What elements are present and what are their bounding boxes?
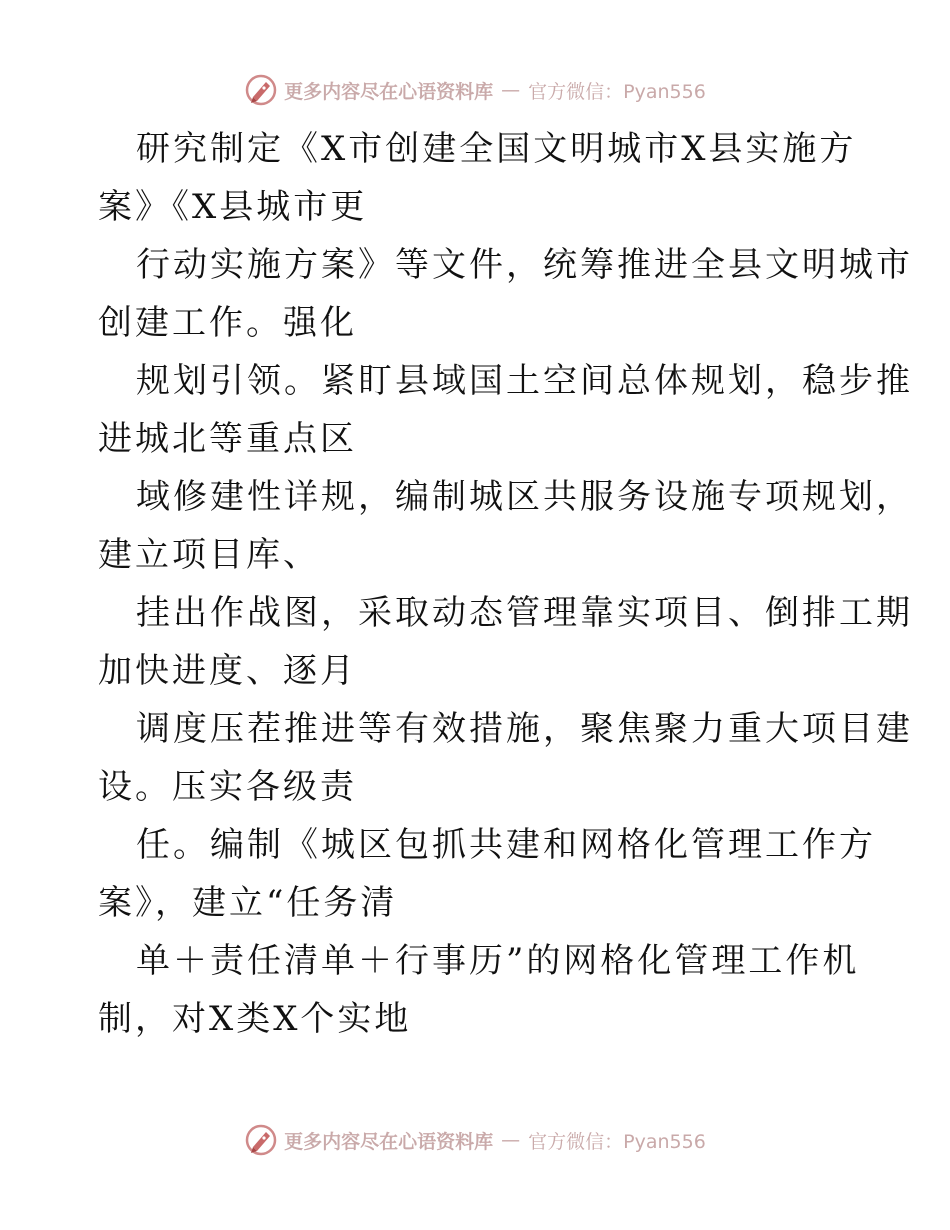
header-wechat-text: 官方微信：Pyan556 xyxy=(528,80,706,103)
paragraph-line: 规划引领。紧盯县域国土空间总体规划，稳步推 xyxy=(136,361,913,401)
footer-banner-separator: — xyxy=(501,1129,521,1151)
paragraph-line: 创建工作。强化 xyxy=(98,303,357,343)
footer-banner-text: 更多内容尽在心语资料库 xyxy=(284,1130,494,1153)
pen-nib-logo-icon xyxy=(244,1123,278,1157)
paragraph-line: 设。压实各级责 xyxy=(98,767,357,807)
paragraph-line: 挂出作战图，采取动态管理靠实项目、倒排工期 xyxy=(136,593,913,633)
document-body xyxy=(98,120,913,1048)
paragraph-line: 加快进度、逐月 xyxy=(98,651,357,691)
paragraph-line: 行动实施方案》等文件，统筹推进全县文明城市 xyxy=(136,245,913,285)
footer-wechat-text: 官方微信：Pyan556 xyxy=(528,1130,706,1153)
paragraph-line: 进城北等重点区 xyxy=(98,419,357,459)
footer-banner xyxy=(0,1120,950,1160)
paragraph-line: 单＋责任清单＋行事历”的网格化管理工作机 xyxy=(136,941,860,981)
paragraph-line: 案》，建立“任务清 xyxy=(98,883,398,923)
header-banner xyxy=(0,70,950,110)
header-banner-separator: — xyxy=(501,79,521,101)
header-banner-text: 更多内容尽在心语资料库 xyxy=(284,80,494,103)
paragraph-line: 案》《X县城市更 xyxy=(98,187,368,227)
paragraph-line: 调度压茬推进等有效措施，聚焦聚力重大项目建 xyxy=(136,709,913,749)
paragraph-line: 域修建性详规，编制城区共服务设施专项规划， xyxy=(136,477,913,517)
paragraph-line: 任。编制《城区包抓共建和网格化管理工作方 xyxy=(136,825,876,865)
paragraph-line: 建立项目库、 xyxy=(98,535,320,575)
paragraph-line: 制，对X类X个实地 xyxy=(98,999,412,1039)
paragraph-line: 研究制定《X市创建全国文明城市X县实施方 xyxy=(136,129,857,169)
pen-nib-logo-icon xyxy=(244,73,278,107)
